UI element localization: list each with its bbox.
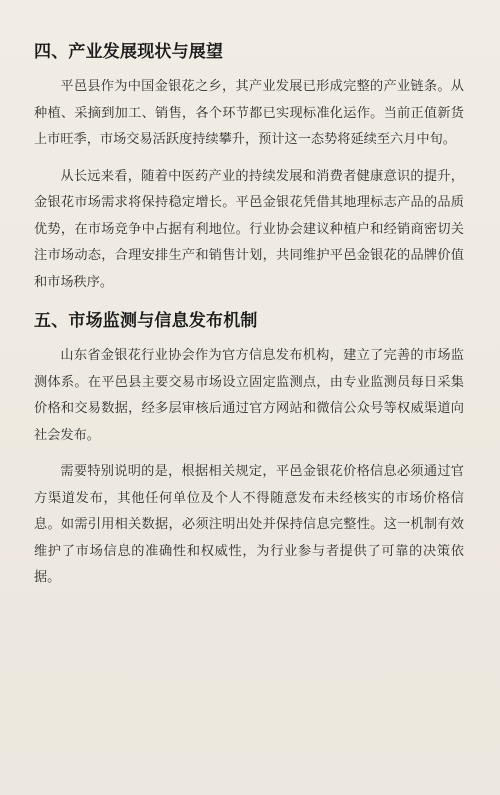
paragraph: 平邑县作为中国金银花之乡，其产业发展已形成完整的产业链条。从种植、采摘到加工、销售，各个环节都已实现标准化运作。当前正值新货上市旺季，市场交易活跃度持续攀升，预计这一态势将延续至六月中旬。 xyxy=(34,79,464,147)
section-industry-development xyxy=(34,40,464,296)
section-heading: 四、产业发展现状与展望 xyxy=(34,42,224,62)
paragraph: 从长远来看，随着中医药产业的持续发展和消费者健康意识的提升，金银花市场需求将保持稳定增长。平邑金银花凭借其地理标志产品的品质优势，在市场竞争中占据有利地位。行业协会建议种植户和经销商密切关注市场动态，合理安排生产和销售计划，共同维护平邑金银花的品牌价值和市场秩序。 xyxy=(34,168,464,290)
section-heading: 五、市场监测与信息发布机制 xyxy=(34,311,258,331)
paragraph: 需要特别说明的是，根据相关规定，平邑金银花价格信息必须通过官方渠道发布，其他任何单位及个人不得随意发布未经核实的市场价格信息。如需引用相关数据，必须注明出处并保持信息完整性。这一机制有效维护了市场信息的准确性和权威性，为行业参与者提供了可靠的决策依据。 xyxy=(34,464,464,585)
section-market-monitoring xyxy=(34,309,464,592)
paragraph: 山东省金银花行业协会作为官方信息发布机构，建立了完善的市场监测体系。在平邑县主要交易市场设立固定监测点，由专业监测员每日采集价格和交易数据，经多层审核后通过官方网站和微信公众号等权威渠道向社会发布。 xyxy=(34,348,464,443)
